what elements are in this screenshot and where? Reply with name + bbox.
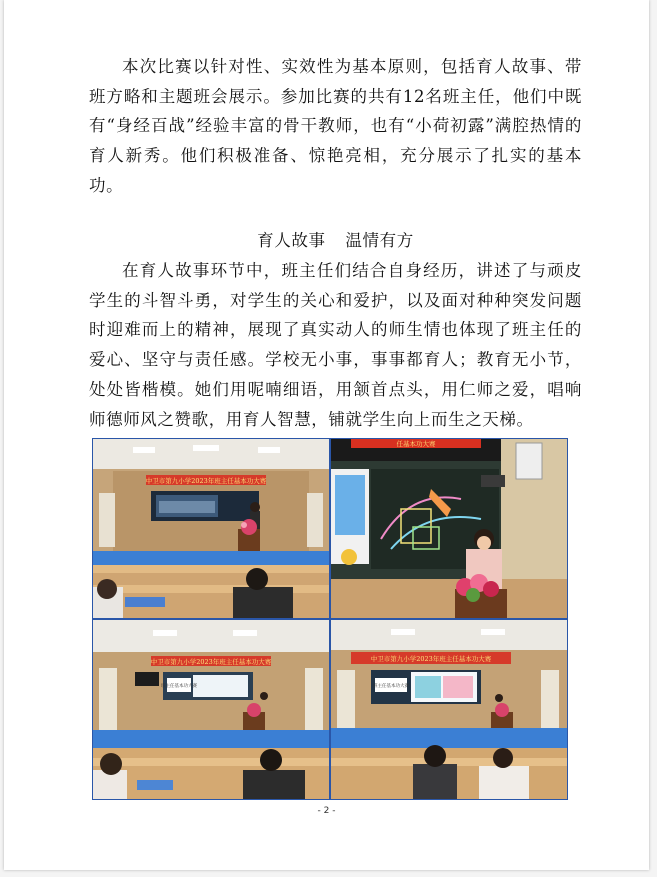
paragraph-stories-text: 在育人故事环节中，班主任们结合自身经历，讲述了与顽皮学生的斗智斗勇，对学生的关心和爱护，以及面对种种突发问题时迎难而上的精神，展现了真实动人的师生情也体现了班主任的爱心、坚守与责任感。学校无小事，事事都育人；教育无小节，处处皆楷模。她们用呢喃细语，用颔首点头，用仁师之爱，唱响师德师风之赞歌，用育人智慧，铺就学生向上而生之天梯。 bbox=[89, 261, 582, 429]
classroom-photo-1-image bbox=[93, 439, 329, 618]
photo-teacher-podium bbox=[331, 439, 567, 618]
banner-text-3: 中卫市第九小学2023年班主任基本功大赛 bbox=[150, 658, 272, 666]
section-heading: 育人故事 温情有方 bbox=[257, 231, 414, 250]
photo-classroom-2 bbox=[93, 620, 329, 799]
banner-text-4: 中卫市第九小学2023年班主任基本功大赛 bbox=[370, 655, 492, 663]
banner-text-2: 任基本功大赛 bbox=[396, 440, 436, 448]
screen-text-2: 班主任基本功大赛 bbox=[373, 684, 409, 689]
document-page bbox=[4, 0, 649, 870]
classroom-photo-2-image bbox=[93, 620, 329, 799]
classroom-photo-3-image bbox=[331, 620, 567, 799]
paragraph-intro-text: 本次比赛以针对性、实效性为基本原则，包括育人故事、带班方略和主题班会展示。参加比赛的共有12名班主任，他们中既有“身经百战”经验丰富的骨干教师，也有“小荷初露”满腔热情的育人新秀。他们积极准备、惊艳亮相，充分展示了扎实的基本功。 bbox=[89, 57, 582, 195]
paragraph-intro bbox=[89, 52, 582, 201]
paragraph-stories bbox=[89, 256, 582, 434]
photo-classroom-1 bbox=[93, 439, 329, 618]
banner-text-1: 中卫市第九小学2023年班主任基本功大赛 bbox=[145, 477, 267, 485]
photo-collage bbox=[92, 438, 568, 800]
screen-text-1: 班主任基本功大赛 bbox=[161, 684, 197, 689]
photo-classroom-3 bbox=[331, 620, 567, 799]
page-number: - 2 - bbox=[317, 806, 336, 816]
teacher-podium-image bbox=[331, 439, 567, 618]
